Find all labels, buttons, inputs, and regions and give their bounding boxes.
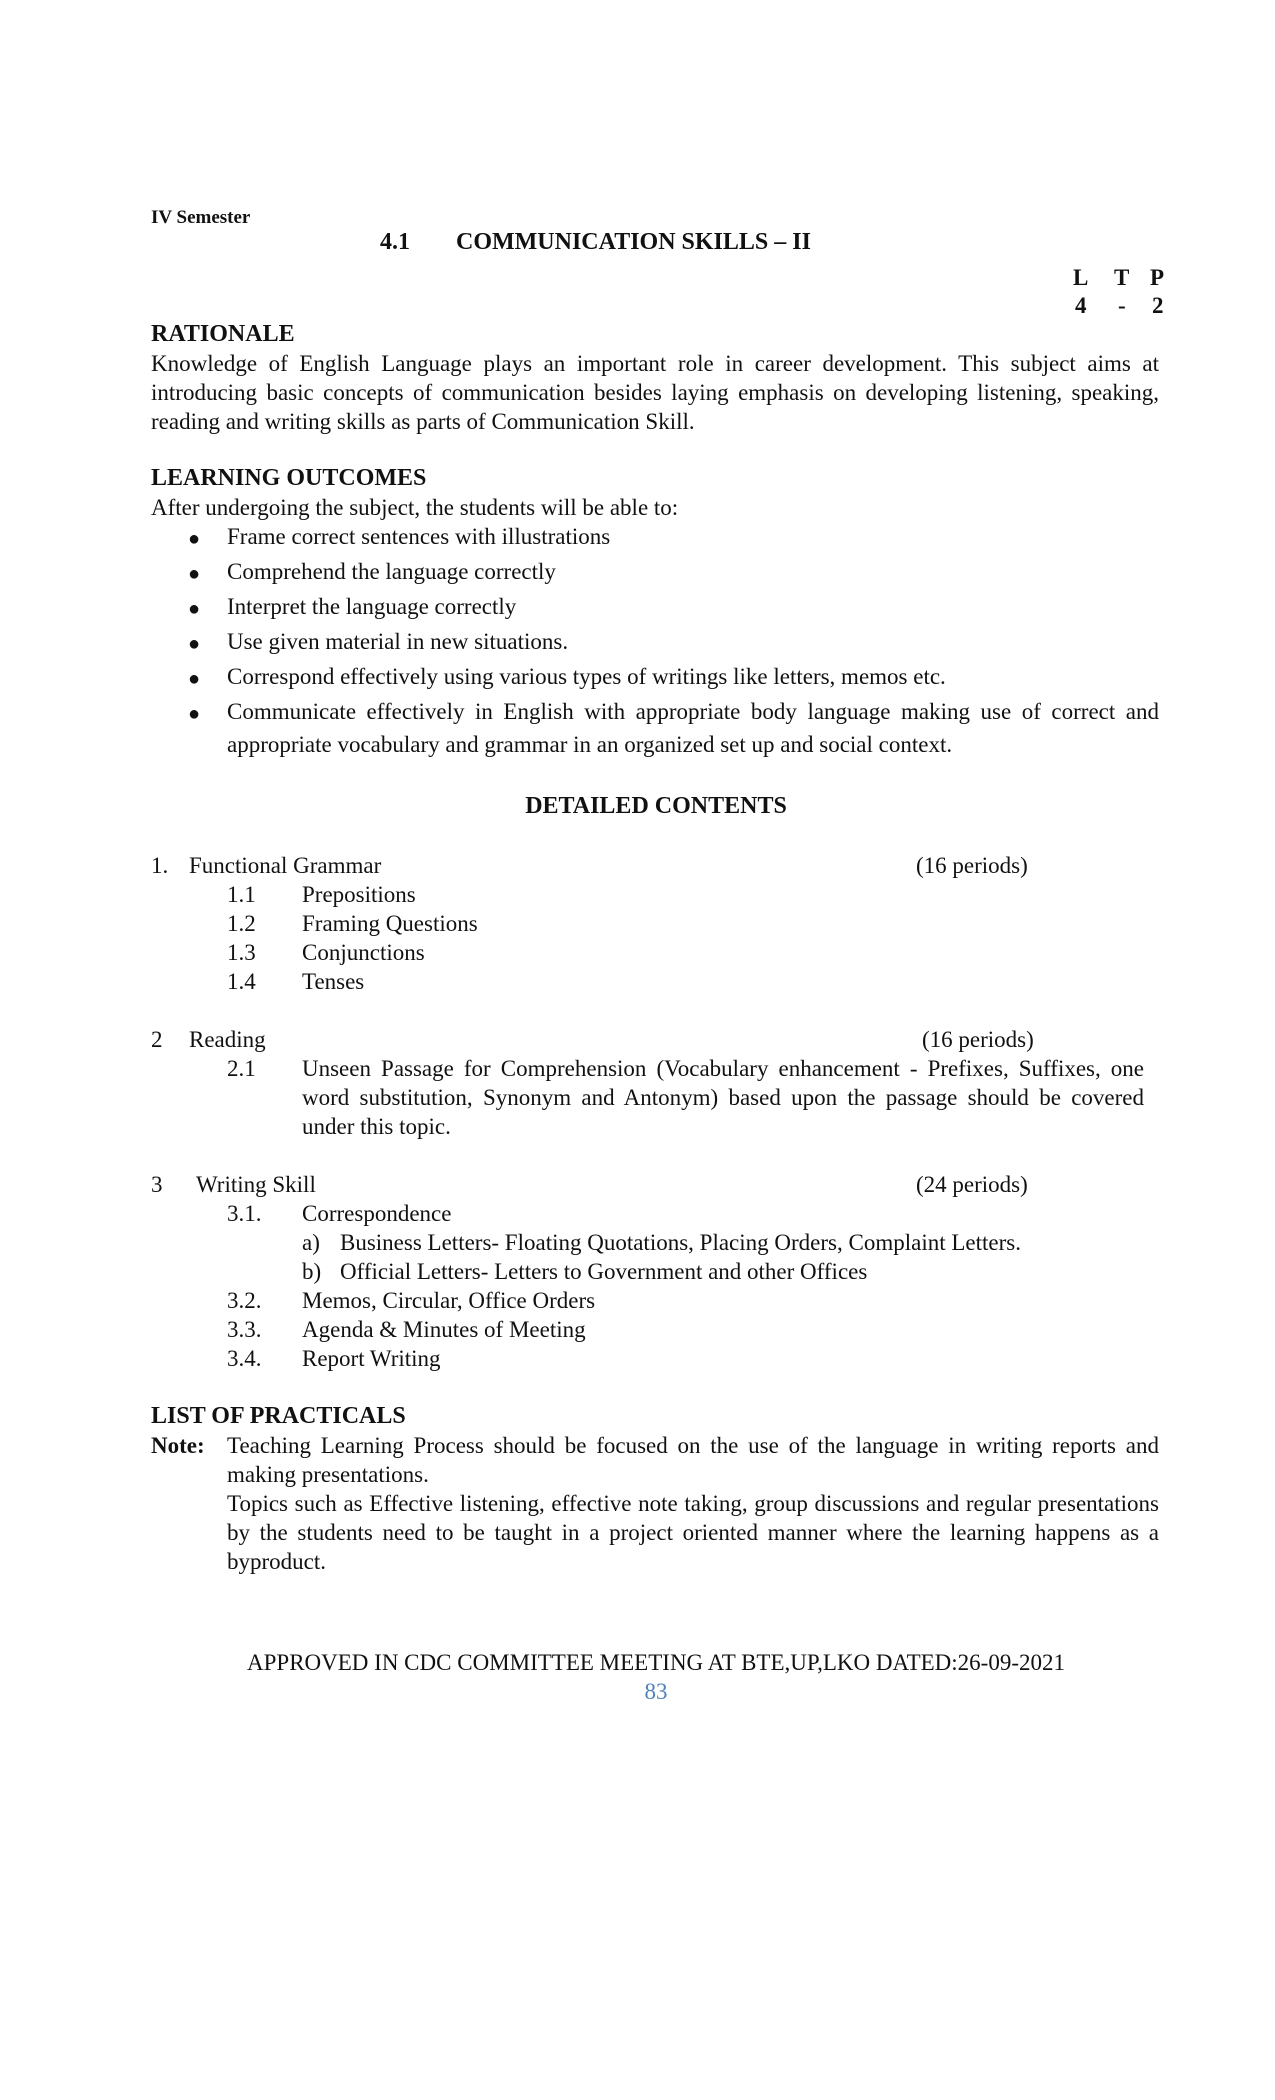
semester-label: IV Semester bbox=[151, 207, 251, 228]
bullet-icon: ● bbox=[188, 668, 201, 690]
bullet-icon: ● bbox=[188, 528, 201, 550]
ltp-value-l: 4 bbox=[1075, 293, 1087, 318]
approval-footer: APPROVED IN CDC COMMITTEE MEETING AT BTE,UP,LKO DATED:26-09-2021 bbox=[247, 1650, 1065, 1675]
topic-text: Correspondence bbox=[302, 1201, 452, 1226]
topic-text: Memos, Circular, Office Orders bbox=[302, 1288, 596, 1313]
rationale-heading: RATIONALE bbox=[151, 321, 295, 347]
topic-text: Conjunctions bbox=[302, 940, 425, 965]
course-number: 4.1 bbox=[380, 229, 410, 255]
practicals-paragraph: Teaching Learning Process should be focused on the use of the language in writing reports and making presentations. bbox=[227, 1433, 1159, 1487]
unit-title: Functional Grammar bbox=[189, 853, 382, 878]
topic-number: 3.4. bbox=[227, 1346, 262, 1371]
unit-title: Reading bbox=[189, 1027, 266, 1052]
topic-text: Prepositions bbox=[302, 882, 416, 907]
practicals-heading: LIST OF PRACTICALS bbox=[151, 1403, 406, 1429]
topic-text: Tenses bbox=[302, 969, 365, 994]
topic-number: 1.3 bbox=[227, 940, 256, 965]
list-item: Use given material in new situations. bbox=[227, 629, 569, 654]
topic-number: 2.1 bbox=[227, 1056, 256, 1081]
ltp-label-p: P bbox=[1150, 265, 1165, 290]
topic-number: 3.1. bbox=[227, 1201, 262, 1226]
page-number: 83 bbox=[644, 1679, 668, 1704]
topic-number: 1.4 bbox=[227, 969, 256, 994]
list-item: Comprehend the language correctly bbox=[227, 559, 556, 584]
practicals-paragraph: Topics such as Effective listening, effective note taking, group discussions and regular presentations by the students need to be taught in a project oriented manner where the learning happens as a byproduct. bbox=[227, 1491, 1159, 1574]
ltp-value-t: - bbox=[1118, 293, 1126, 318]
unit-number: 1. bbox=[151, 853, 169, 878]
unit-title: Writing Skill bbox=[196, 1172, 316, 1197]
topic-number: 1.2 bbox=[227, 911, 256, 936]
unit-number: 3 bbox=[151, 1172, 163, 1197]
unit-periods: (16 periods) bbox=[916, 853, 1028, 878]
unit-periods: (16 periods) bbox=[922, 1027, 1034, 1052]
topic-number: 3.2. bbox=[227, 1288, 262, 1313]
topic-number: 1.1 bbox=[227, 882, 256, 907]
rationale-text: Knowledge of English Language plays an important role in career development. This subject aims at introducing basic concepts of communication besides laying emphasis on developing listening, speaking, reading and writing skills as parts of Communication Skill. bbox=[151, 351, 1159, 434]
bullet-icon: ● bbox=[188, 563, 201, 585]
course-title: COMMUNICATION SKILLS – II bbox=[456, 229, 811, 255]
subtopic-letter: b) bbox=[302, 1259, 322, 1284]
note-label: Note: bbox=[151, 1433, 205, 1458]
topic-number: 3.3. bbox=[227, 1317, 262, 1342]
list-item: Interpret the language correctly bbox=[227, 594, 517, 619]
ltp-label-t: T bbox=[1114, 265, 1130, 290]
list-item: Communicate effectively in English with appropriate body language making use of correct and appropriate vocabulary and grammar in an organized set up and social context. bbox=[227, 699, 1159, 757]
bullet-icon: ● bbox=[188, 703, 201, 725]
topic-text: Framing Questions bbox=[302, 911, 478, 936]
ltp-label-l: L bbox=[1073, 265, 1089, 290]
learning-outcomes-intro: After undergoing the subject, the students will be able to: bbox=[151, 495, 679, 520]
list-item: Correspond effectively using various types of writings like letters, memos etc. bbox=[227, 664, 946, 689]
learning-outcomes-heading: LEARNING OUTCOMES bbox=[151, 465, 427, 491]
ltp-value-p: 2 bbox=[1152, 293, 1164, 318]
topic-text: Report Writing bbox=[302, 1346, 441, 1371]
bullet-icon: ● bbox=[188, 598, 201, 620]
list-item: Frame correct sentences with illustrations bbox=[227, 524, 611, 549]
subtopic-text: Business Letters- Floating Quotations, Placing Orders, Complaint Letters. bbox=[340, 1230, 1021, 1255]
bullet-icon: ● bbox=[188, 633, 201, 655]
subtopic-text: Official Letters- Letters to Government and other Offices bbox=[340, 1259, 868, 1284]
unit-periods: (24 periods) bbox=[916, 1172, 1028, 1197]
detailed-contents-heading: DETAILED CONTENTS bbox=[525, 793, 787, 819]
topic-text: Agenda & Minutes of Meeting bbox=[302, 1317, 586, 1342]
subtopic-letter: a) bbox=[302, 1230, 320, 1255]
unit-number: 2 bbox=[151, 1027, 163, 1052]
topic-text: Unseen Passage for Comprehension (Vocabulary enhancement - Prefixes, Suffixes, one word substitution, Synonym and Antonym) based upon the passage should be covered under this topic. bbox=[302, 1056, 1144, 1139]
